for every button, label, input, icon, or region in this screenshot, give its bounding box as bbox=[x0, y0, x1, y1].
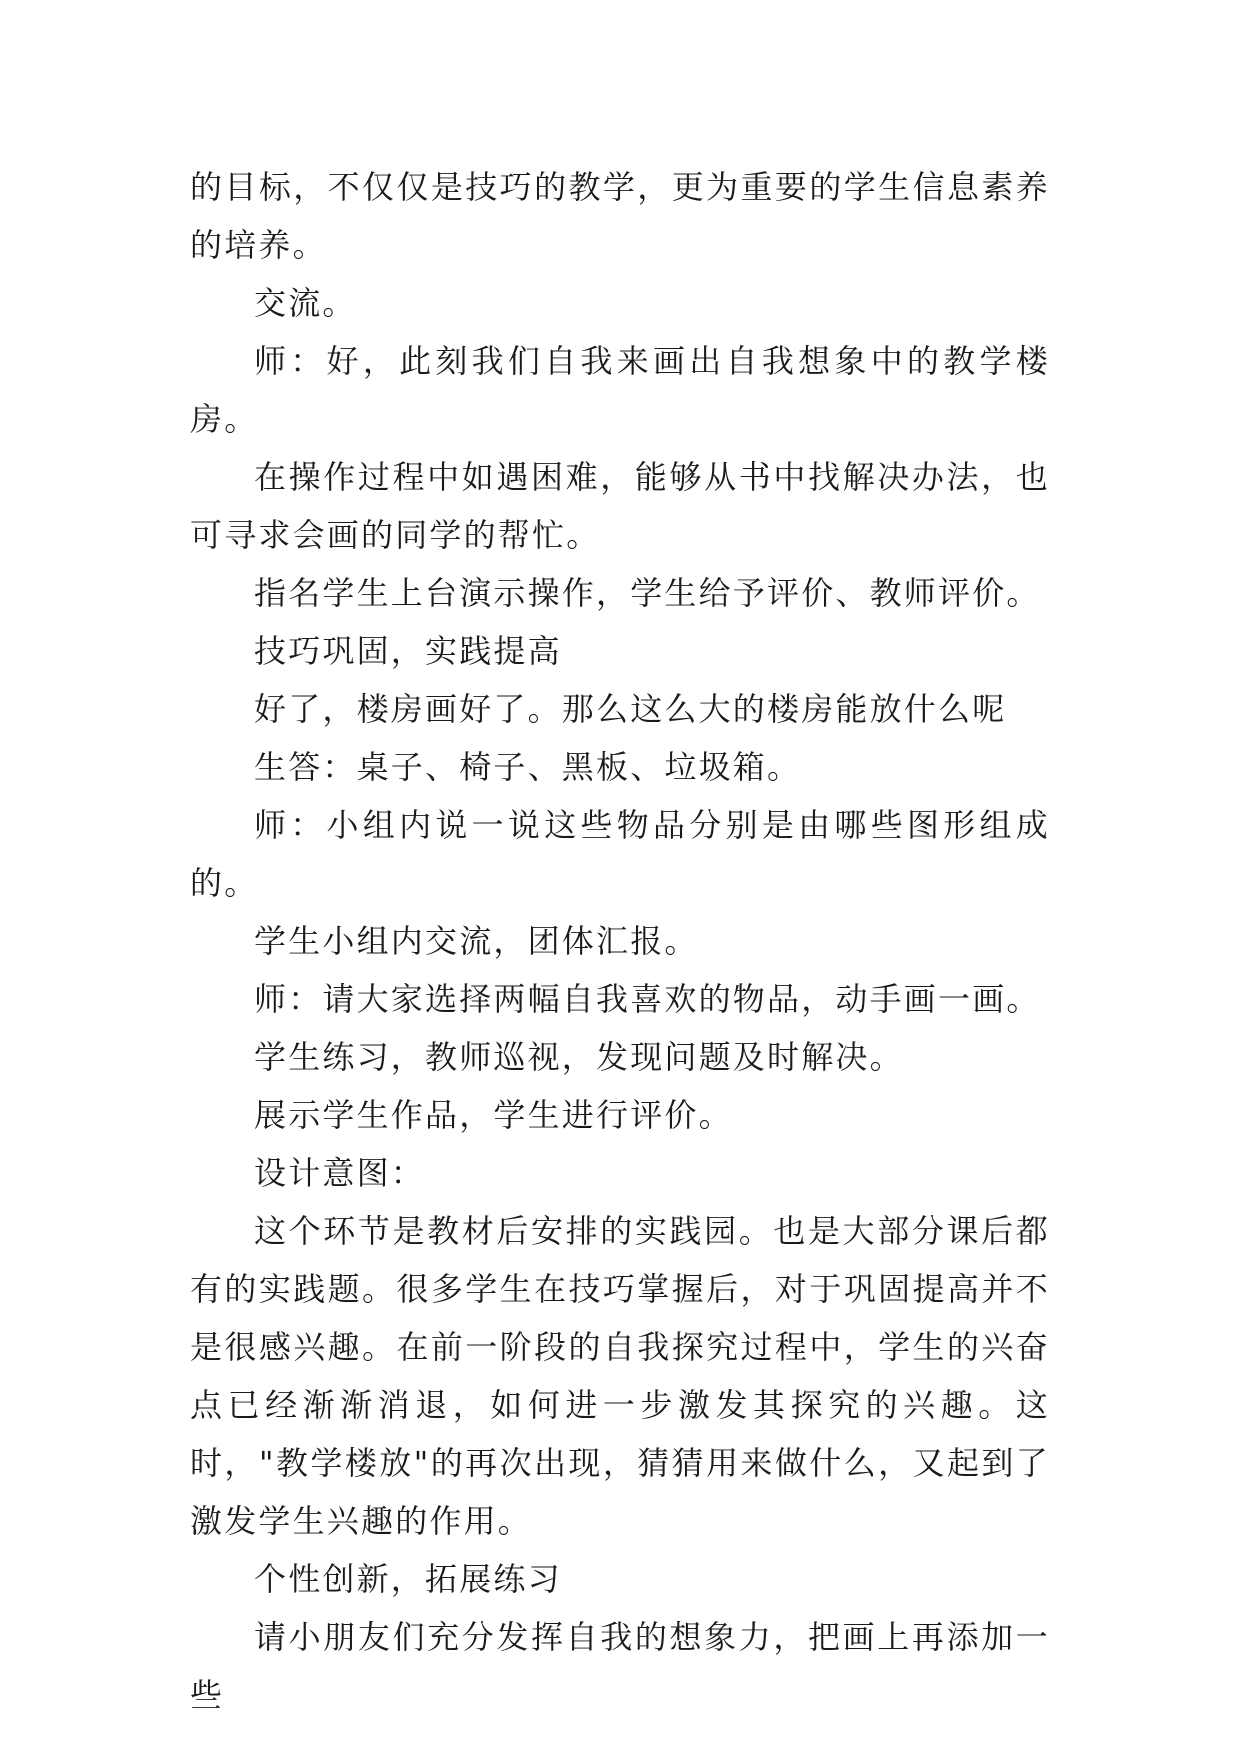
paragraph-building-question: 好了，楼房画好了。那么这么大的楼房能放什么呢 bbox=[254, 690, 1007, 728]
section-heading-innovation: 个性创新，拓展练习 bbox=[254, 1560, 562, 1598]
section-heading-consolidation: 技巧巩固，实践提高 bbox=[254, 632, 562, 670]
paragraph-choose-items: 师：请大家选择两幅自我喜欢的物品，动手画一画。 bbox=[254, 980, 1041, 1018]
paragraph-teacher-draw-building: 师：好，此刻我们自我来画出自我想象中的教学楼房。 bbox=[190, 342, 1050, 438]
paragraph-design-intent-label: 设计意图： bbox=[254, 1154, 426, 1192]
paragraph-imagination: 请小朋友们充分发挥自我的想象力，把画上再添加一些 bbox=[190, 1618, 1050, 1714]
paragraph-group-discussion: 师：小组内说一说这些物品分别是由哪些图形组成的。 bbox=[190, 806, 1050, 902]
paragraph-show-works: 展示学生作品，学生进行评价。 bbox=[254, 1096, 733, 1134]
paragraph-design-intent-body: 这个环节是教材后安排的实践园。也是大部分课后都有的实践题。很多学生在技巧掌握后，对于巩固提高并不是很感兴趣。在前一阶段的自我探究过程中，学生的兴奋点已经渐渐消退，如何进一步激发其探究的兴趣。这时，"教学楼放"的再次出现，猜猜用来做什么，又起到了激发学生兴趣的作用。 bbox=[190, 1212, 1050, 1540]
paragraph-student-practice: 学生练习，教师巡视，发现问题及时解决。 bbox=[254, 1038, 904, 1076]
paragraph-group-report: 学生小组内交流，团体汇报。 bbox=[254, 922, 699, 960]
paragraph-student-answer: 生答：桌子、椅子、黑板、垃圾箱。 bbox=[254, 748, 802, 786]
paragraph-goal-continuation: 的目标，不仅仅是技巧的教学，更为重要的学生信息素养的培养。 bbox=[190, 168, 1050, 264]
document-body bbox=[190, 158, 1050, 1724]
paragraph-exchange: 交流。 bbox=[254, 284, 357, 322]
paragraph-student-demo: 指名学生上台演示操作，学生给予评价、教师评价。 bbox=[254, 574, 1041, 612]
paragraph-operation-difficulty: 在操作过程中如遇困难，能够从书中找解决办法，也可寻求会画的同学的帮忙。 bbox=[190, 458, 1050, 554]
